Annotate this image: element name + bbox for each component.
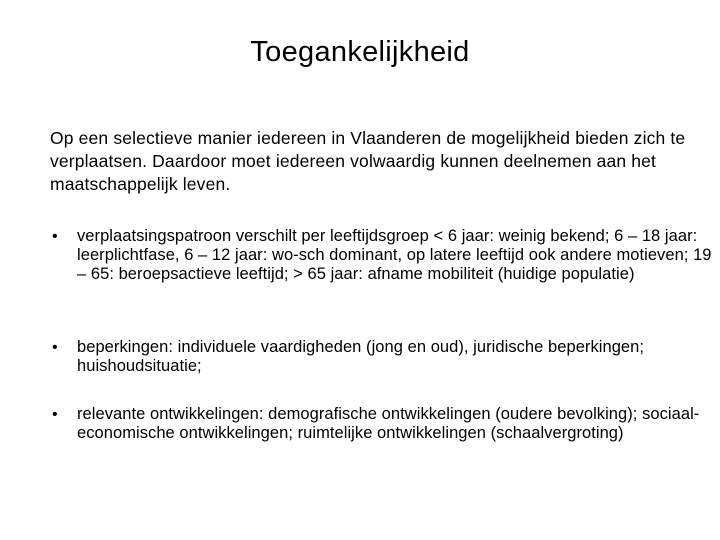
bullet-icon: • xyxy=(52,339,58,356)
slide-title: Toegankelijkheid xyxy=(250,36,470,68)
bullet-icon: • xyxy=(52,228,58,245)
bullet-icon: • xyxy=(52,406,58,423)
intro-paragraph: Op een selectieve manier iedereen in Vlaanderen de mogelijkheid bieden zich te verplaatsen. Daardoor moet iedereen volwaardig kunnen deelnemen aan het maatschappelijk leven. xyxy=(50,128,686,194)
bullet-text: relevante ontwikkelingen: demografische ontwikkelingen (oudere bevolking); sociaal-economische ontwikkelingen; ruimtelijke ontwikkelingen (schaalvergroting) xyxy=(77,405,700,442)
bullet-text: verplaatsingspatroon verschilt per leeftijdsgroep < 6 jaar: weinig bekend; 6 – 18 jaar: leerplichtfase, 6 – 12 jaar: wo-sch dominant, op latere leeftijd ook andere motieven; 19 – 65: beroepsactieve leeftijd; > 65 jaar: afname mobiliteit (huidige populatie) xyxy=(77,227,712,283)
bullet-text: beperkingen: individuele vaardigheden (jong en oud), juridische beperkingen; huishoudsituatie; xyxy=(77,338,645,375)
